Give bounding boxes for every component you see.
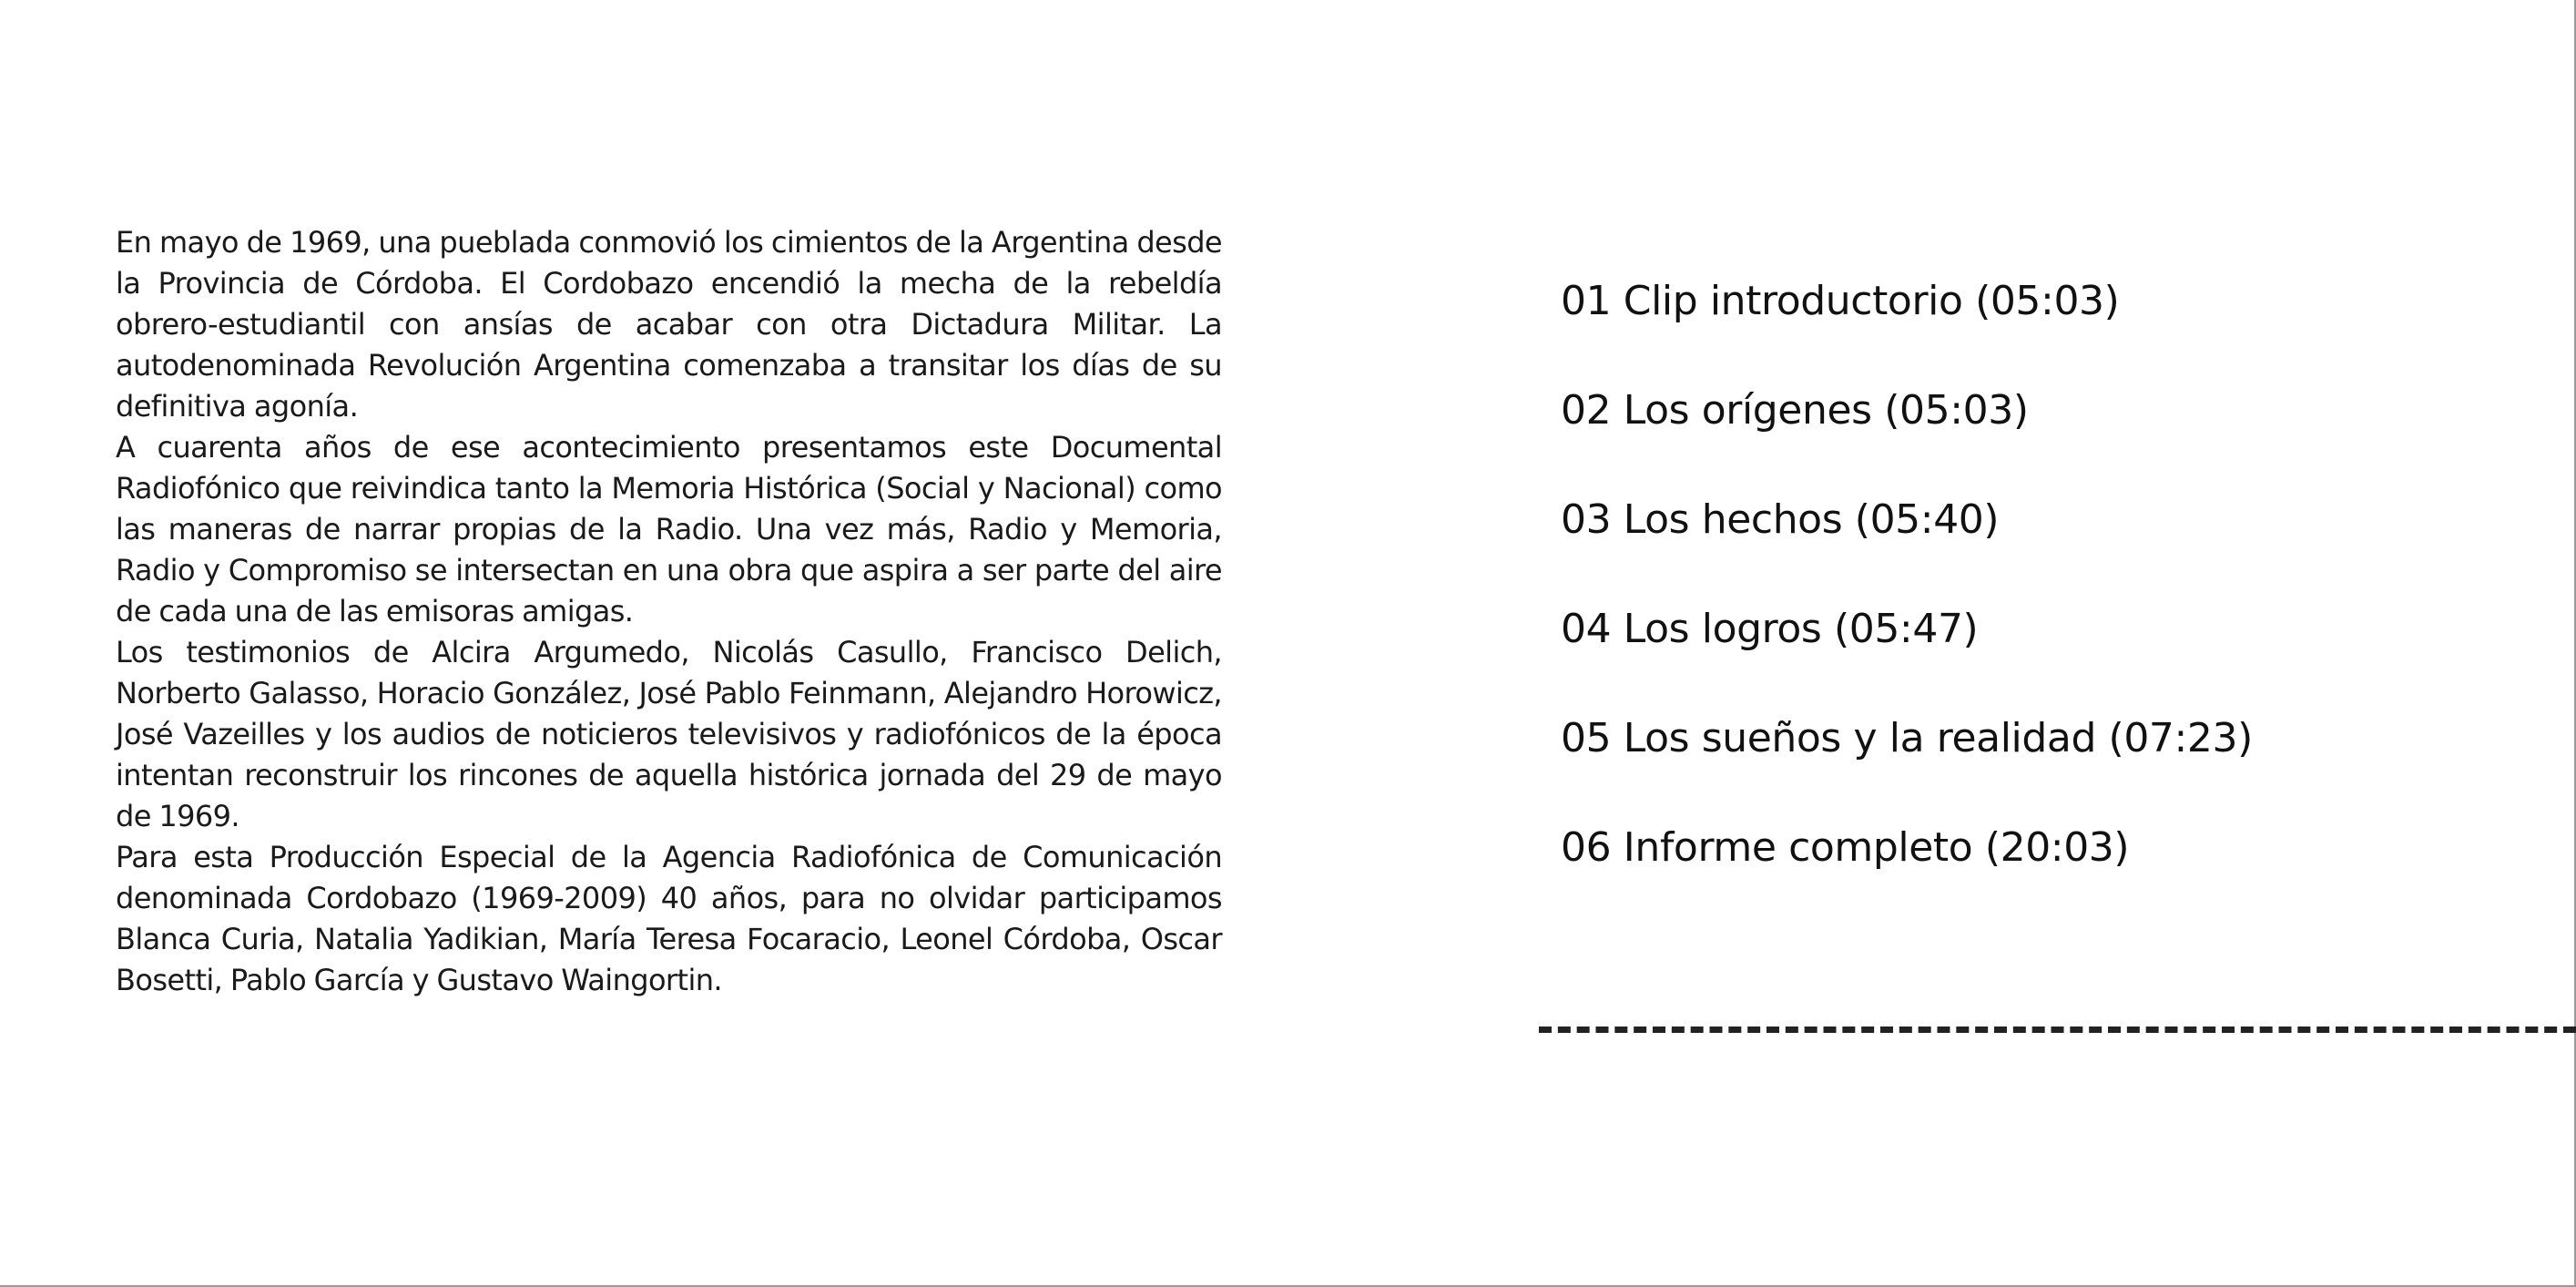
track-item-03: 03 Los hechos (05:40) xyxy=(1561,496,2000,543)
paragraph-testimonios: Los testimonios de Alcira Argumedo, Nicolás Casullo, Francisco Delich, Norberto Galasso, Horacio González, José Pablo Feinmann, Alejandro Horowicz, José Vazeilles y los audios de noticieros televisivos y radiofónicos de la época intentan reconstruir los rincones de aquella histórica jornada del 29 de mayo de 1969. xyxy=(116,635,1222,833)
paragraph-intro: En mayo de 1969, una pueblada conmovió los cimientos de la Argentina desde la Provincia de Córdoba. El Cordobazo encendió la mecha de la rebeldía obrero-estudiantil con ansías de acabar con otra Dictadura Militar. La autodenominada Revolución Argentina comenzaba a transitar los días de su definitiva agonía. xyxy=(116,225,1222,424)
track-item-05: 05 Los sueños y la realidad (07:23) xyxy=(1561,715,2253,761)
dashed-divider xyxy=(1539,1027,2576,1033)
description-text xyxy=(116,222,1222,1001)
track-item-06: 06 Informe completo (20:03) xyxy=(1561,824,2130,871)
track-list xyxy=(1561,269,2471,924)
paragraph-documental: A cuarenta años de ese acontecimiento presentamos este Documental Radiofónico que reivindica tanto la Memoria Histórica (Social y Nacional) como las maneras de narrar propias de la Radio. Una vez más, Radio y Memoria, Radio y Compromiso se intersectan en una obra que aspira a ser parte del aire de cada una de las emisoras amigas. xyxy=(116,430,1222,628)
track-item-02: 02 Los orígenes (05:03) xyxy=(1561,387,2029,434)
track-item-04: 04 Los logros (05:47) xyxy=(1561,606,1979,652)
track-item-01: 01 Clip introductorio (05:03) xyxy=(1561,278,2120,324)
paragraph-produccion: Para esta Producción Especial de la Agencia Radiofónica de Comunicación denominada Cordobazo (1969-2009) 40 años, para no olvidar participamos Blanca Curia, Natalia Yadikian, María Teresa Focaracio, Leonel Córdoba, Oscar Bosetti, Pablo García y Gustavo Waingortin. xyxy=(116,840,1222,997)
